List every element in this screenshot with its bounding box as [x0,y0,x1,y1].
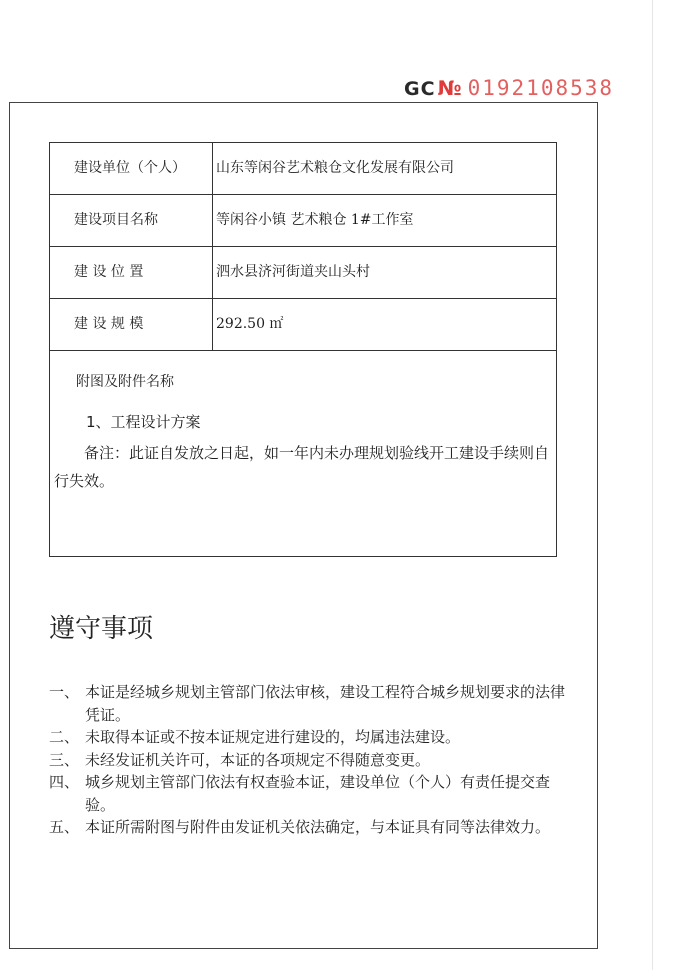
row-value: 等闲谷小镇 艺术粮仓 1#工作室 [216,212,414,228]
rule-number: 四、 [49,773,80,791]
rule-item [49,749,569,772]
serial-no-mark: № [437,76,462,100]
row-value: 泗水县济河街道夹山头村 [216,264,370,280]
rule-text: 未经发证机关许可，本证的各项规定不得随意变更。 [85,750,431,769]
rule-item [49,726,569,749]
row-project-name [50,195,556,247]
attachment-item: 1、工程设计方案 [86,413,201,431]
row-label: 建设项目名称 [50,195,213,246]
attachments-heading: 附图及附件名称 [76,374,174,390]
rule-text: 未取得本证或不按本证规定进行建设的，均属违法建设。 [85,728,461,746]
rule-number: 五、 [49,818,80,836]
rule-text: 本证所需附图与附件由发证机关依法确定，与本证具有同等法律效力。 [85,818,551,836]
rule-item [49,681,569,726]
row-scale [50,299,556,351]
rule-item [49,816,569,839]
serial-prefix: GC [404,78,436,100]
rule-number: 三、 [49,750,80,769]
rule-number: 二、 [49,728,80,746]
rule-text: 城乡规划主管部门依法有权查验本证，建设单位（个人）有责任提交查验。 [85,773,551,814]
remark-text: 备注：此证自发放之日起，如一年内未办理规划验线开工建设手续则自行失效。 [54,444,550,490]
row-value: 292.50 ㎡ [216,316,284,332]
serial-number [404,76,614,100]
attachments-section [50,353,556,557]
rule-text: 本证是经城乡规划主管部门依法审核，建设工程符合城乡规划要求的法律凭证。 [85,683,566,724]
row-location [50,247,556,299]
rule-number: 一、 [49,683,80,701]
info-table [49,142,557,557]
row-label: 建设单位（个人） [50,143,213,194]
rule-item [49,771,569,816]
rules-title: 遵守事项 [49,614,154,644]
serial-number-value: 0192108538 [467,76,615,100]
rules-list [49,681,569,839]
row-construction-unit [50,143,556,195]
row-label: 建 设 规 模 [50,299,213,350]
page-edge-line [652,0,653,970]
row-label: 建 设 位 置 [50,247,213,298]
row-value: 山东等闲谷艺术粮仓文化发展有限公司 [216,160,454,176]
